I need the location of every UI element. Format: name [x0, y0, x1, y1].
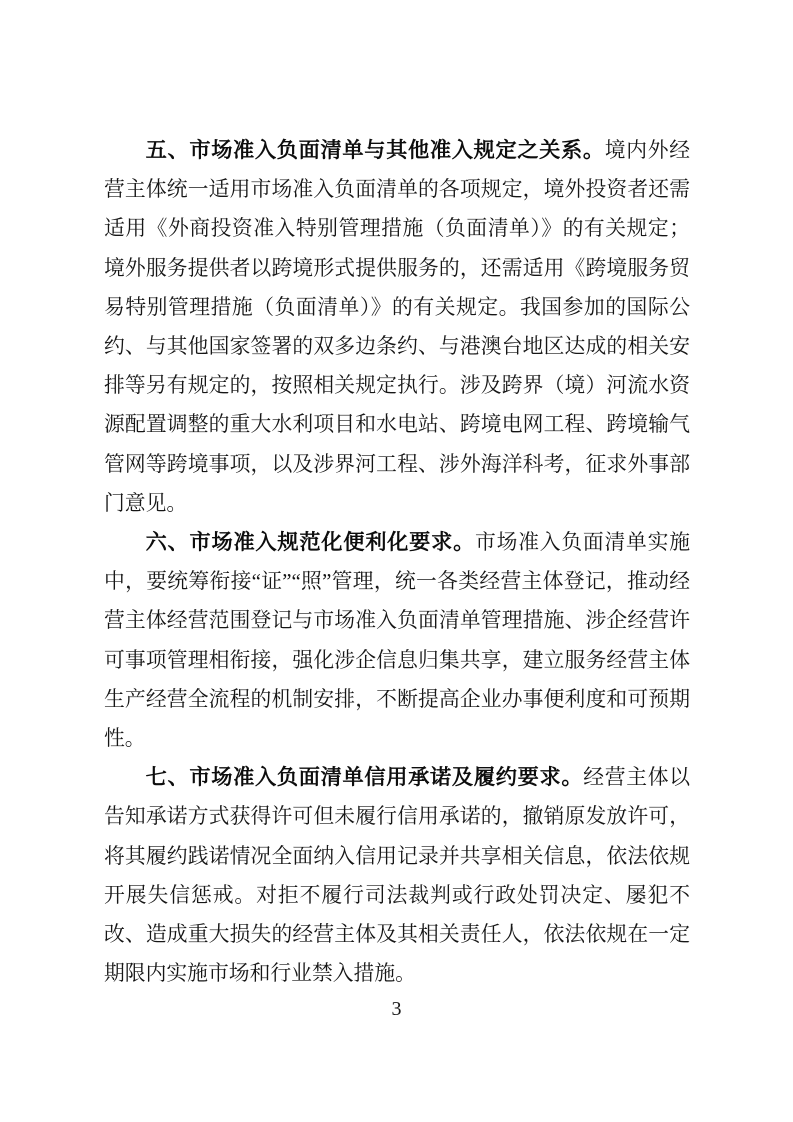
paragraph-6-heading: 六、市场准入规范化便利化要求。: [145, 531, 476, 555]
document-content: [104, 131, 690, 993]
paragraph-7: [104, 758, 690, 993]
paragraph-5-heading: 五、市场准入负面清单与其他准入规定之关系。: [145, 139, 605, 162]
page-number: 3: [391, 998, 402, 1020]
paragraph-6: [104, 523, 690, 758]
paragraph-7-heading: 七、市场准入负面清单信用承诺及履约要求。: [145, 766, 584, 790]
paragraph-5: [104, 131, 690, 523]
paragraph-5-body: 境内外经营主体统一适用市场准入负面清单的各项规定，境外投资者还需适用《外商投资准入特别管理措施（负面清单）》的有关规定；境外服务提供者以跨境形式提供服务的，还需适用《跨境服务贸易特别管理措施（负面清单）》的有关规定。我国参加的国际公约、与其他国家签署的双多边条约、与港澳台地区达成的相关安排等另有规定的，按照相关规定执行。涉及跨界（境）河流水资源配置调整的重大水利项目和水电站、跨境电网工程、跨境输气管网等跨境事项，以及涉界河工程、涉外海洋科考，征求外事部门意见。: [104, 139, 690, 515]
paragraph-6-body: 市场准入负面清单实施中，要统筹衔接“证”“照”管理，统一各类经营主体登记，推动经营主体经营范围登记与市场准入负面清单管理措施、涉企经营许可事项管理相衔接，强化涉企信息归集共享，建立服务经营主体生产经营全流程的机制安排，不断提高企业办事便利度和可预期性。: [104, 531, 690, 751]
paragraph-7-body: 经营主体以告知承诺方式获得许可但未履行信用承诺的，撤销原发放许可，将其履约践诺情况全面纳入信用记录并共享相关信息，依法依规开展失信惩戒。对拒不履行司法裁判或行政处罚决定、屡犯不改、造成重大损失的经营主体及其相关责任人，依法依规在一定期限内实施市场和行业禁入措施。: [104, 766, 690, 986]
